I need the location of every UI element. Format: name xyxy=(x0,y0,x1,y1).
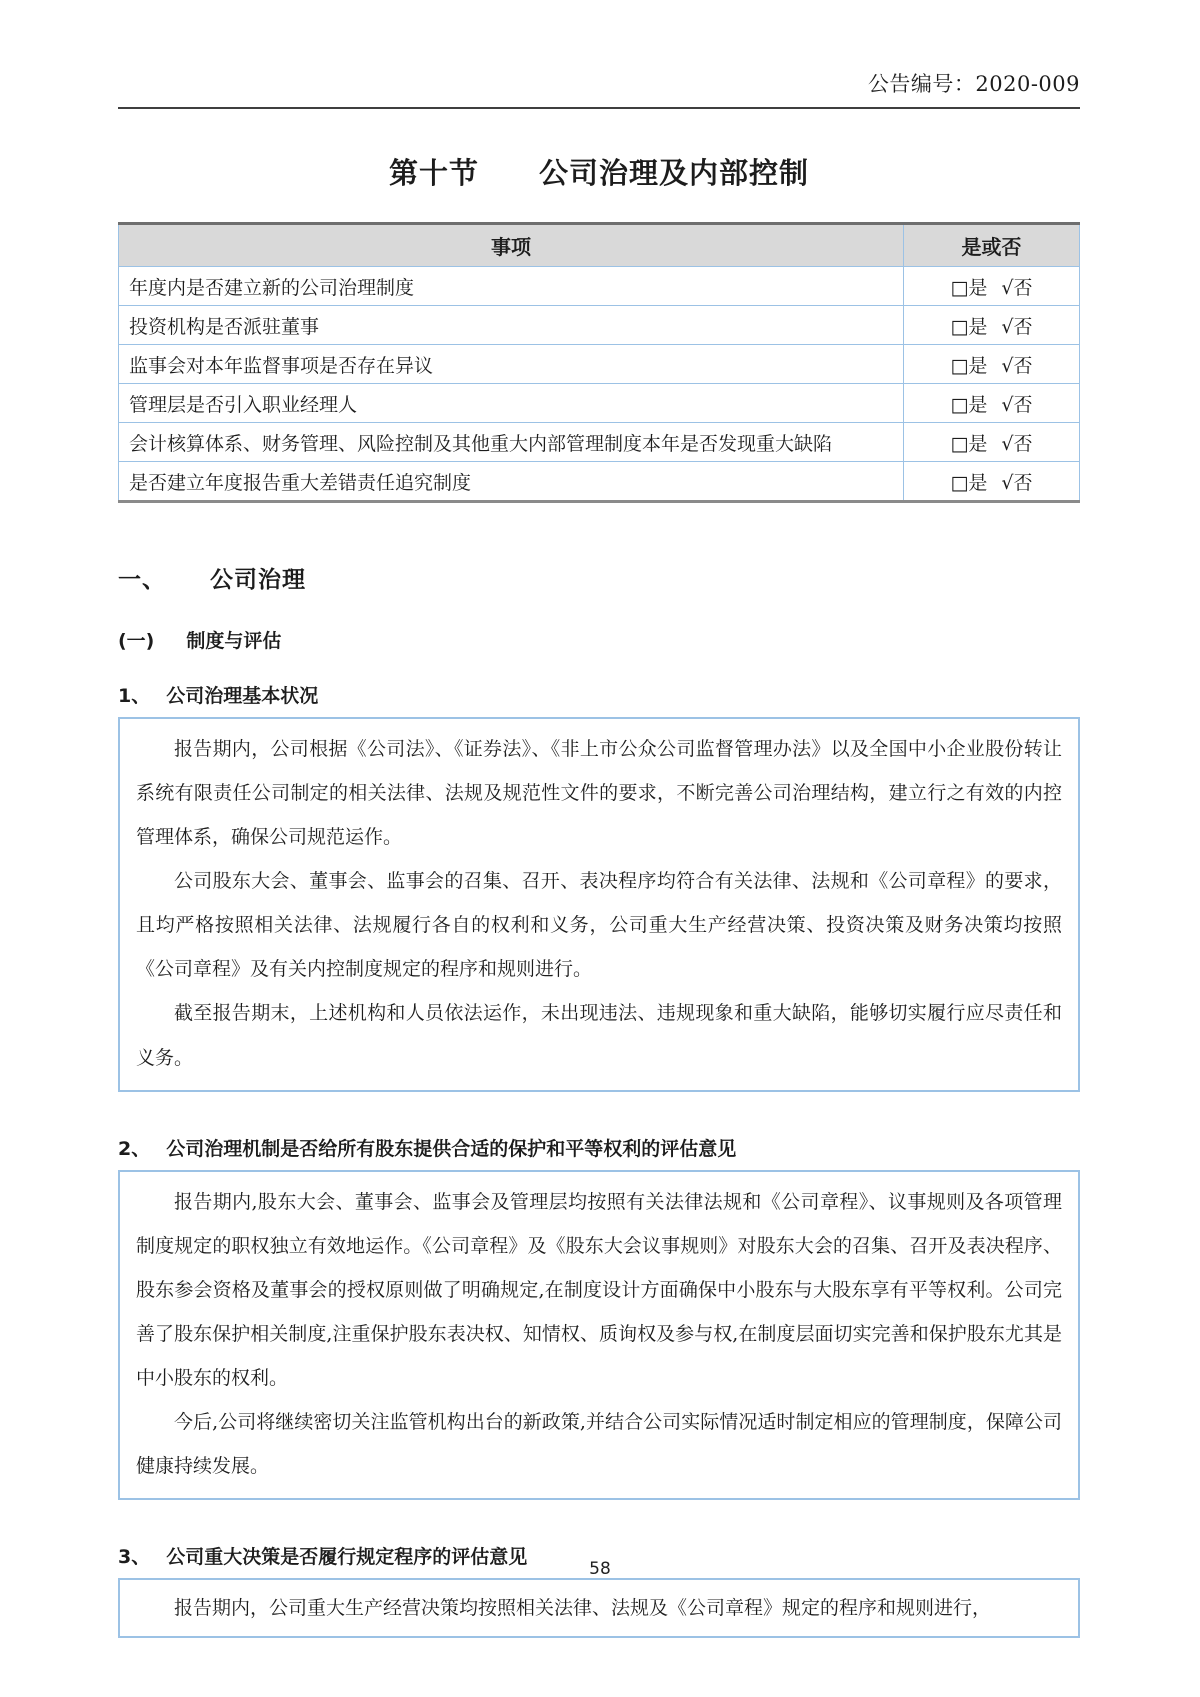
checkbox-yes: □是 xyxy=(950,276,988,299)
checkmark-no: √否 xyxy=(1001,354,1033,377)
subsection-heading-system-evaluation xyxy=(118,626,1080,653)
page-title: 第十节 公司治理及内部控制 xyxy=(388,156,809,190)
table-row xyxy=(119,267,1080,306)
checkmark-no: √否 xyxy=(1001,276,1033,299)
paragraph: 公司股东大会、董事会、监事会的召集、召开、表决程序均符合有关法律、法规和《公司章程》的要求，且均严格按照相关法律、法规履行各自的权利和义务，公司重大生产经营决策、投资决策及财务决策均按照《公司章程》及有关内控制度规定的程序和规则进行。 xyxy=(136,870,1062,981)
table-row xyxy=(119,306,1080,345)
checkmark-no: √否 xyxy=(1001,315,1033,338)
table-row xyxy=(119,384,1080,423)
column-header-item: 事项 xyxy=(119,224,904,267)
checkbox-yes: □是 xyxy=(950,471,988,494)
answer-cell xyxy=(904,267,1080,306)
paragraph: 报告期内，公司重大生产经营决策均按照相关法律、法规及《公司章程》规定的程序和规则进行， xyxy=(174,1597,992,1620)
column-header-yes-no: 是或否 xyxy=(904,224,1080,267)
table-row xyxy=(119,345,1080,384)
item-text: 是否建立年度报告重大差错责任追究制度 xyxy=(119,462,904,502)
governance-checklist-table xyxy=(118,222,1080,503)
table-row xyxy=(119,423,1080,462)
heading-shareholder-protection-evaluation xyxy=(118,1134,1080,1161)
answer-cell xyxy=(904,462,1080,502)
checkbox-yes: □是 xyxy=(950,354,988,377)
page-number: 58 xyxy=(589,1559,611,1579)
heading-number: 2、 xyxy=(118,1137,151,1160)
section-number: 一、 xyxy=(118,566,166,593)
item-text: 管理层是否引入职业经理人 xyxy=(119,384,904,423)
answer-cell xyxy=(904,384,1080,423)
checkbox-yes: □是 xyxy=(950,432,988,455)
paragraph: 截至报告期末，上述机构和人员依法运作，未出现违法、违规现象和重大缺陷，能够切实履行应尽责任和义务。 xyxy=(136,1002,1062,1069)
major-decision-box xyxy=(118,1578,1080,1638)
heading-label: 公司治理机制是否给所有股东提供合适的保护和平等权利的评估意见 xyxy=(166,1137,737,1160)
checkmark-no: √否 xyxy=(1001,471,1033,494)
heading-label: 公司治理基本状况 xyxy=(166,685,319,707)
paragraph: 今后,公司将继续密切关注监管机构出台的新政策,并结合公司实际情况适时制定相应的管理制度，保障公司健康持续发展。 xyxy=(136,1411,1062,1478)
heading-governance-basic-status xyxy=(118,681,1080,708)
checkbox-yes: □是 xyxy=(950,393,988,416)
subsection-number: (一) xyxy=(118,630,155,652)
answer-cell xyxy=(904,423,1080,462)
header-rule xyxy=(118,107,1080,109)
item-text: 投资机构是否派驻董事 xyxy=(119,306,904,345)
section-label: 公司治理 xyxy=(210,566,306,593)
governance-basic-status-box xyxy=(118,717,1080,1092)
subsection-label: 制度与评估 xyxy=(186,630,282,652)
paragraph: 报告期内，公司根据《公司法》、《证券法》、《非上市公众公司监督管理办法》以及全国中小企业股份转让系统有限责任公司制定的相关法律、法规及规范性文件的要求，不断完善公司治理结构，建立行之有效的内控管理体系，确保公司规范运作。 xyxy=(136,738,1062,849)
heading-number: 3、 xyxy=(118,1546,151,1569)
section-heading-governance xyxy=(118,561,1080,594)
table-row xyxy=(119,462,1080,502)
paragraph: 报告期内,股东大会、董事会、监事会及管理层均按照有关法律法规和《公司章程》、议事规则及各项管理制度规定的职权独立有效地运作。《公司章程》及《股东大会议事规则》对股东大会的召集、召开及表决程序、股东参会资格及董事会的授权原则做了明确规定,在制度设计方面确保中小股东与大股东享有平等权利。公司完善了股东保护相关制度,注重保护股东表决权、知情权、质询权及参与权,在制度层面切实完善和保护股东尤其是中小股东的权利。 xyxy=(136,1190,1062,1389)
item-text: 年度内是否建立新的公司治理制度 xyxy=(119,267,904,306)
answer-cell xyxy=(904,345,1080,384)
table-header-row xyxy=(119,224,1080,267)
heading-number: 1、 xyxy=(118,685,151,707)
shareholder-protection-box xyxy=(118,1170,1080,1501)
item-text: 会计核算体系、财务管理、风险控制及其他重大内部管理制度本年是否发现重大缺陷 xyxy=(119,423,904,462)
announcement-number: 公告编号：2020-009 xyxy=(867,72,1080,96)
checkbox-yes: □是 xyxy=(950,315,988,338)
answer-cell xyxy=(904,306,1080,345)
heading-label: 公司重大决策是否履行规定程序的评估意见 xyxy=(166,1546,528,1569)
item-text: 监事会对本年监督事项是否存在异议 xyxy=(119,345,904,384)
checkmark-no: √否 xyxy=(1001,432,1033,455)
checkmark-no: √否 xyxy=(1001,393,1033,416)
